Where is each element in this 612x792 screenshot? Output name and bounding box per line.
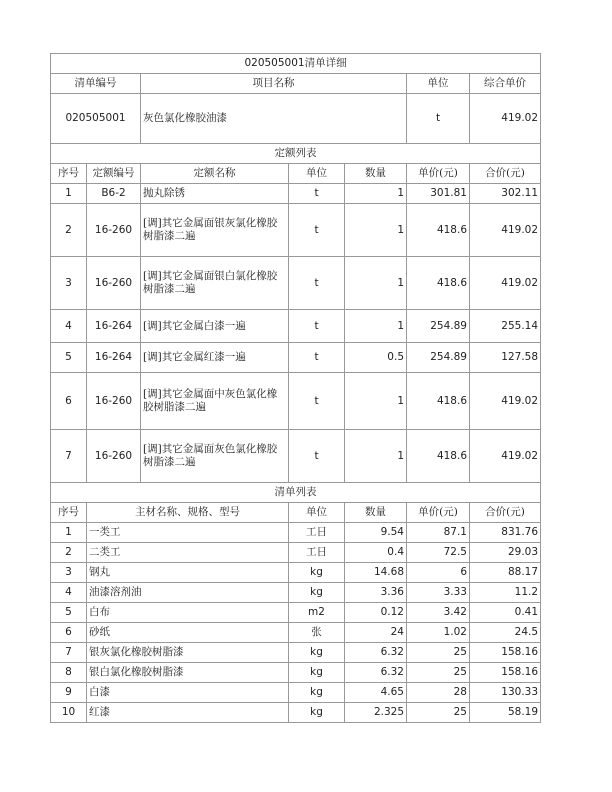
quota-unit: t <box>289 430 345 483</box>
quota-header-qty: 数量 <box>345 164 407 184</box>
quota-qty: 1 <box>345 204 407 257</box>
material-total: 0.41 <box>470 603 541 623</box>
quota-row <box>51 257 541 310</box>
material-price: 6 <box>407 563 470 583</box>
material-total: 29.03 <box>470 543 541 563</box>
quota-unit: t <box>289 343 345 373</box>
quota-seq: 3 <box>51 257 87 310</box>
material-total: 58.19 <box>470 703 541 723</box>
quota-name: [调]其它金属面中灰色氯化橡胶树脂漆二遍 <box>141 373 289 430</box>
material-name: 银灰氯化橡胶树脂漆 <box>87 643 289 663</box>
material-total: 831.76 <box>470 523 541 543</box>
material-name: 白漆 <box>87 683 289 703</box>
material-row <box>51 663 541 683</box>
material-section-title: 清单列表 <box>51 483 541 503</box>
quota-seq: 6 <box>51 373 87 430</box>
quota-total: 127.58 <box>470 343 541 373</box>
item-price: 419.02 <box>470 94 541 144</box>
material-price: 1.02 <box>407 623 470 643</box>
item-code: 020505001 <box>51 94 141 144</box>
material-seq: 10 <box>51 703 87 723</box>
material-qty: 0.4 <box>345 543 407 563</box>
material-price: 3.42 <box>407 603 470 623</box>
quota-name: [调]其它金属面灰色氯化橡胶树脂漆二遍 <box>141 430 289 483</box>
material-seq: 8 <box>51 663 87 683</box>
quota-row <box>51 343 541 373</box>
quota-unit: t <box>289 373 345 430</box>
material-name: 一类工 <box>87 523 289 543</box>
material-name: 钢丸 <box>87 563 289 583</box>
material-total: 11.2 <box>470 583 541 603</box>
material-row <box>51 603 541 623</box>
material-unit: kg <box>289 583 345 603</box>
quota-price: 301.81 <box>407 184 470 204</box>
quota-price: 418.6 <box>407 257 470 310</box>
material-seq: 5 <box>51 603 87 623</box>
material-header-unit: 单位 <box>289 503 345 523</box>
material-unit: 工日 <box>289 543 345 563</box>
quota-qty: 1 <box>345 184 407 204</box>
title-row <box>51 54 541 74</box>
material-header-name: 主材名称、规格、型号 <box>87 503 289 523</box>
material-total: 88.17 <box>470 563 541 583</box>
material-row <box>51 523 541 543</box>
quota-row <box>51 430 541 483</box>
quota-header-price: 单价(元) <box>407 164 470 184</box>
material-total: 158.16 <box>470 643 541 663</box>
header-code: 清单编号 <box>51 74 141 94</box>
header-name: 项目名称 <box>141 74 407 94</box>
quota-row <box>51 184 541 204</box>
material-name: 砂纸 <box>87 623 289 643</box>
material-header-qty: 数量 <box>345 503 407 523</box>
header-unit: 单位 <box>407 74 470 94</box>
material-name: 银白氯化橡胶树脂漆 <box>87 663 289 683</box>
material-row <box>51 563 541 583</box>
quota-section-row <box>51 144 541 164</box>
material-price: 25 <box>407 643 470 663</box>
material-seq: 7 <box>51 643 87 663</box>
material-header-seq: 序号 <box>51 503 87 523</box>
material-row <box>51 543 541 563</box>
material-seq: 2 <box>51 543 87 563</box>
quota-name: [调]其它金属白漆一遍 <box>141 310 289 343</box>
material-unit: kg <box>289 683 345 703</box>
quota-code: 16-264 <box>87 343 141 373</box>
quota-total: 255.14 <box>470 310 541 343</box>
quota-name: [调]其它金属面银白氯化橡胶树脂漆二遍 <box>141 257 289 310</box>
quota-name: 抛丸除锈 <box>141 184 289 204</box>
quota-row <box>51 204 541 257</box>
quota-header-name: 定额名称 <box>141 164 289 184</box>
material-name: 二类工 <box>87 543 289 563</box>
quota-code: 16-260 <box>87 430 141 483</box>
material-seq: 9 <box>51 683 87 703</box>
material-unit: kg <box>289 703 345 723</box>
quota-price: 418.6 <box>407 430 470 483</box>
quota-seq: 7 <box>51 430 87 483</box>
quota-unit: t <box>289 310 345 343</box>
quota-name: [调]其它金属面银灰氯化橡胶树脂漆二遍 <box>141 204 289 257</box>
quota-code: 16-260 <box>87 257 141 310</box>
material-row <box>51 623 541 643</box>
quota-unit: t <box>289 184 345 204</box>
quota-code: B6-2 <box>87 184 141 204</box>
quota-price: 254.89 <box>407 343 470 373</box>
material-unit: 工日 <box>289 523 345 543</box>
material-total: 24.5 <box>470 623 541 643</box>
quota-qty: 1 <box>345 257 407 310</box>
quota-header-total: 合价(元) <box>470 164 541 184</box>
material-name: 油漆溶剂油 <box>87 583 289 603</box>
material-unit: kg <box>289 663 345 683</box>
quota-unit: t <box>289 257 345 310</box>
material-price: 28 <box>407 683 470 703</box>
quota-total: 302.11 <box>470 184 541 204</box>
material-row <box>51 683 541 703</box>
sheet-title: 020505001清单详细 <box>51 54 541 74</box>
material-row <box>51 703 541 723</box>
quota-row <box>51 373 541 430</box>
quota-unit: t <box>289 204 345 257</box>
material-row <box>51 583 541 603</box>
material-unit: kg <box>289 643 345 663</box>
material-qty: 6.32 <box>345 643 407 663</box>
quota-qty: 1 <box>345 430 407 483</box>
bill-detail-sheet <box>50 53 540 723</box>
material-qty: 2.325 <box>345 703 407 723</box>
quota-name: [调]其它金属红漆一遍 <box>141 343 289 373</box>
material-seq: 6 <box>51 623 87 643</box>
quota-seq: 1 <box>51 184 87 204</box>
quota-qty: 0.5 <box>345 343 407 373</box>
item-row <box>51 94 541 144</box>
material-price: 72.5 <box>407 543 470 563</box>
material-header-total: 合价(元) <box>470 503 541 523</box>
quota-seq: 2 <box>51 204 87 257</box>
material-seq: 4 <box>51 583 87 603</box>
material-unit: m2 <box>289 603 345 623</box>
material-qty: 24 <box>345 623 407 643</box>
quota-code: 16-264 <box>87 310 141 343</box>
material-price: 25 <box>407 703 470 723</box>
material-unit: 张 <box>289 623 345 643</box>
material-name: 白布 <box>87 603 289 623</box>
material-seq: 1 <box>51 523 87 543</box>
quota-price: 418.6 <box>407 373 470 430</box>
quota-code: 16-260 <box>87 204 141 257</box>
quota-total: 419.02 <box>470 257 541 310</box>
quota-row <box>51 310 541 343</box>
quota-total: 419.02 <box>470 430 541 483</box>
quota-price: 254.89 <box>407 310 470 343</box>
quota-header-row <box>51 164 541 184</box>
material-total: 158.16 <box>470 663 541 683</box>
material-unit: kg <box>289 563 345 583</box>
material-header-row <box>51 503 541 523</box>
material-qty: 9.54 <box>345 523 407 543</box>
quota-qty: 1 <box>345 373 407 430</box>
material-price: 87.1 <box>407 523 470 543</box>
quota-total: 419.02 <box>470 373 541 430</box>
quota-header-unit: 单位 <box>289 164 345 184</box>
quota-qty: 1 <box>345 310 407 343</box>
quota-seq: 5 <box>51 343 87 373</box>
material-total: 130.33 <box>470 683 541 703</box>
material-qty: 14.68 <box>345 563 407 583</box>
material-seq: 3 <box>51 563 87 583</box>
quota-header-code: 定额编号 <box>87 164 141 184</box>
quota-code: 16-260 <box>87 373 141 430</box>
material-qty: 3.36 <box>345 583 407 603</box>
material-price: 3.33 <box>407 583 470 603</box>
material-name: 红漆 <box>87 703 289 723</box>
quota-seq: 4 <box>51 310 87 343</box>
material-qty: 0.12 <box>345 603 407 623</box>
quota-total: 419.02 <box>470 204 541 257</box>
material-row <box>51 643 541 663</box>
header-price: 综合单价 <box>470 74 541 94</box>
quota-section-title: 定额列表 <box>51 144 541 164</box>
material-qty: 6.32 <box>345 663 407 683</box>
material-section-row <box>51 483 541 503</box>
item-header-row <box>51 74 541 94</box>
item-name: 灰色氯化橡胶油漆 <box>141 94 407 144</box>
item-unit: t <box>407 94 470 144</box>
material-header-price: 单价(元) <box>407 503 470 523</box>
quota-price: 418.6 <box>407 204 470 257</box>
quota-header-seq: 序号 <box>51 164 87 184</box>
bill-detail-table <box>50 53 541 723</box>
material-qty: 4.65 <box>345 683 407 703</box>
material-price: 25 <box>407 663 470 683</box>
